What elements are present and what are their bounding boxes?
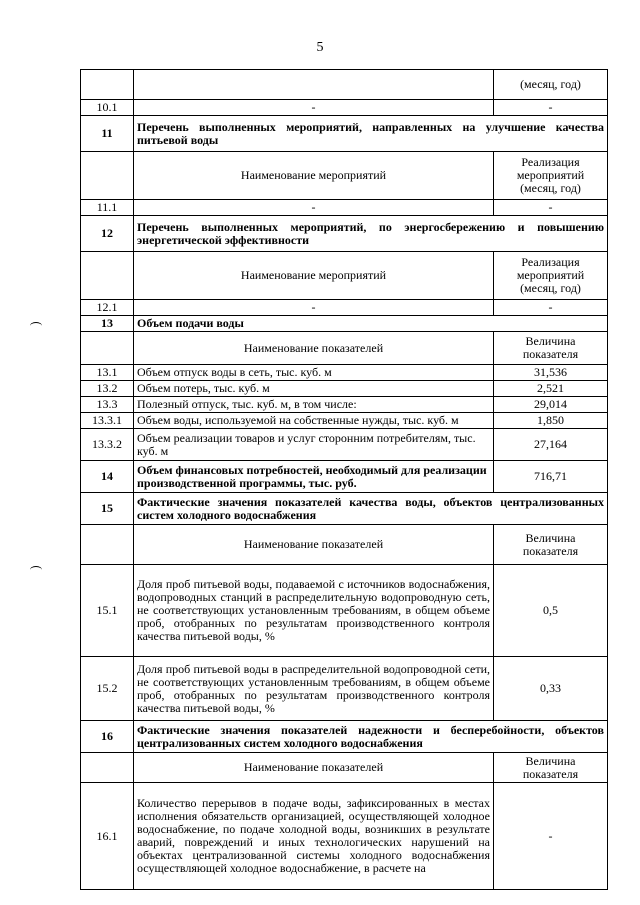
value-cell: - xyxy=(494,300,608,316)
margin-mark xyxy=(30,322,42,330)
column-header-value: Реализация мероприятий (месяц, год) xyxy=(494,152,608,200)
header-row xyxy=(81,525,608,565)
row-name: - xyxy=(134,100,494,116)
column-header-name: Наименование мероприятий xyxy=(134,152,494,200)
column-header-name: Наименование мероприятий xyxy=(134,252,494,300)
section-number: 11 xyxy=(81,116,134,152)
section-number: 15 xyxy=(81,493,134,525)
table-row xyxy=(81,413,608,429)
row-number: 12.1 xyxy=(81,300,134,316)
value-cell: 31,536 xyxy=(494,365,608,381)
value-cell: 716,71 xyxy=(494,461,608,493)
value-cell: 27,164 xyxy=(494,429,608,461)
section-title: Объем финансовых потребностей, необходимый для реализации производственной программы, тыс. руб. xyxy=(134,461,494,493)
row-number: 13.3 xyxy=(81,397,134,413)
section-row xyxy=(81,316,608,332)
row-number: 13.1 xyxy=(81,365,134,381)
row-name: - xyxy=(134,300,494,316)
section-number: 16 xyxy=(81,721,134,753)
row-name: Полезный отпуск, тыс. куб. м, в том числе: xyxy=(134,397,494,413)
value-cell: 0,5 xyxy=(494,565,608,657)
column-header-name: Наименование показателей xyxy=(134,753,494,783)
section-row xyxy=(81,493,608,525)
section-row xyxy=(81,461,608,493)
row-name: Доля проб питьевой воды, подаваемой с источников водоснабжения, водопроводных станций в распределительную водопроводную сеть, не соответствующих установленным требованиям, в общем объеме проб, отобранных по результатам производственного контроля качества питьевой воды, % xyxy=(134,565,494,657)
row-name: Количество перерывов в подаче воды, зафиксированных в местах исполнения обязательств организацией, осуществляющей холодное водоснабжение, по подаче холодной воды, возникших в результате аварий, повреждений и иных технологических нарушений на объектах централизованной системы холодного водоснабжения осуществляющей холодное водоснабжение, в расчете на xyxy=(134,783,494,890)
section-title: Объем подачи воды xyxy=(134,316,608,332)
row-name: Объем отпуск воды в сеть, тыс. куб. м xyxy=(134,365,494,381)
value-cell: (месяц, год) xyxy=(494,70,608,100)
row-name: - xyxy=(134,200,494,216)
row-name: Объем потерь, тыс. куб. м xyxy=(134,381,494,397)
value-cell: 0,33 xyxy=(494,657,608,721)
column-header-value: Величина показателя xyxy=(494,753,608,783)
row-name: Доля проб питьевой воды в распределительной водопроводной сети, не соответствующих установленным требованиям, в общем объеме проб, отобранных по результатам производственного контроля качества питьевой воды, % xyxy=(134,657,494,721)
header-row xyxy=(81,252,608,300)
row-number: 13.2 xyxy=(81,381,134,397)
section-title: Перечень выполненных мероприятий, по энергосбережению и повышению энергетической эффективности xyxy=(134,216,608,252)
row-number: 13.3.1 xyxy=(81,413,134,429)
row-number: 15.2 xyxy=(81,657,134,721)
table-row xyxy=(81,565,608,657)
value-cell: - xyxy=(494,783,608,890)
row-name: Объем реализации товаров и услуг сторонним потребителям, тыс. куб. м xyxy=(134,429,494,461)
margin-mark xyxy=(30,566,42,574)
table-row xyxy=(81,783,608,890)
value-cell: 1,850 xyxy=(494,413,608,429)
table-row xyxy=(81,100,608,116)
table-row xyxy=(81,429,608,461)
table-row xyxy=(81,300,608,316)
column-header-name: Наименование показателей xyxy=(134,525,494,565)
header-row xyxy=(81,152,608,200)
row-number: 10.1 xyxy=(81,100,134,116)
section-number: 12 xyxy=(81,216,134,252)
header-row xyxy=(81,332,608,365)
section-row xyxy=(81,721,608,753)
table-row xyxy=(81,397,608,413)
table-row xyxy=(81,70,608,100)
section-title: Фактические значения показателей качества воды, объектов централизованных систем холодного водоснабжения xyxy=(134,493,608,525)
column-header-name: Наименование показателей xyxy=(134,332,494,365)
value-cell: - xyxy=(494,100,608,116)
row-number: 15.1 xyxy=(81,565,134,657)
section-number: 13 xyxy=(81,316,134,332)
section-title: Перечень выполненных мероприятий, направленных на улучшение качества питьевой воды xyxy=(134,116,608,152)
table-row xyxy=(81,365,608,381)
column-header-value: Величина показателя xyxy=(494,332,608,365)
column-header-value: Величина показателя xyxy=(494,525,608,565)
page-number: 5 xyxy=(316,40,324,55)
row-name: Объем воды, используемой на собственные нужды, тыс. куб. м xyxy=(134,413,494,429)
value-cell: 2,521 xyxy=(494,381,608,397)
row-number: 13.3.2 xyxy=(81,429,134,461)
section-number: 14 xyxy=(81,461,134,493)
table-row xyxy=(81,381,608,397)
table-row xyxy=(81,200,608,216)
row-number: 16.1 xyxy=(81,783,134,890)
section-row xyxy=(81,216,608,252)
section-row xyxy=(81,116,608,152)
section-title: Фактические значения показателей надежности и бесперебойности, объектов централизованных систем холодного водоснабжения xyxy=(134,721,608,753)
table-row xyxy=(81,657,608,721)
value-cell: 29,014 xyxy=(494,397,608,413)
production-program-table xyxy=(80,69,608,890)
row-number: 11.1 xyxy=(81,200,134,216)
value-cell: - xyxy=(494,200,608,216)
column-header-value: Реализация мероприятий (месяц, год) xyxy=(494,252,608,300)
header-row xyxy=(81,753,608,783)
